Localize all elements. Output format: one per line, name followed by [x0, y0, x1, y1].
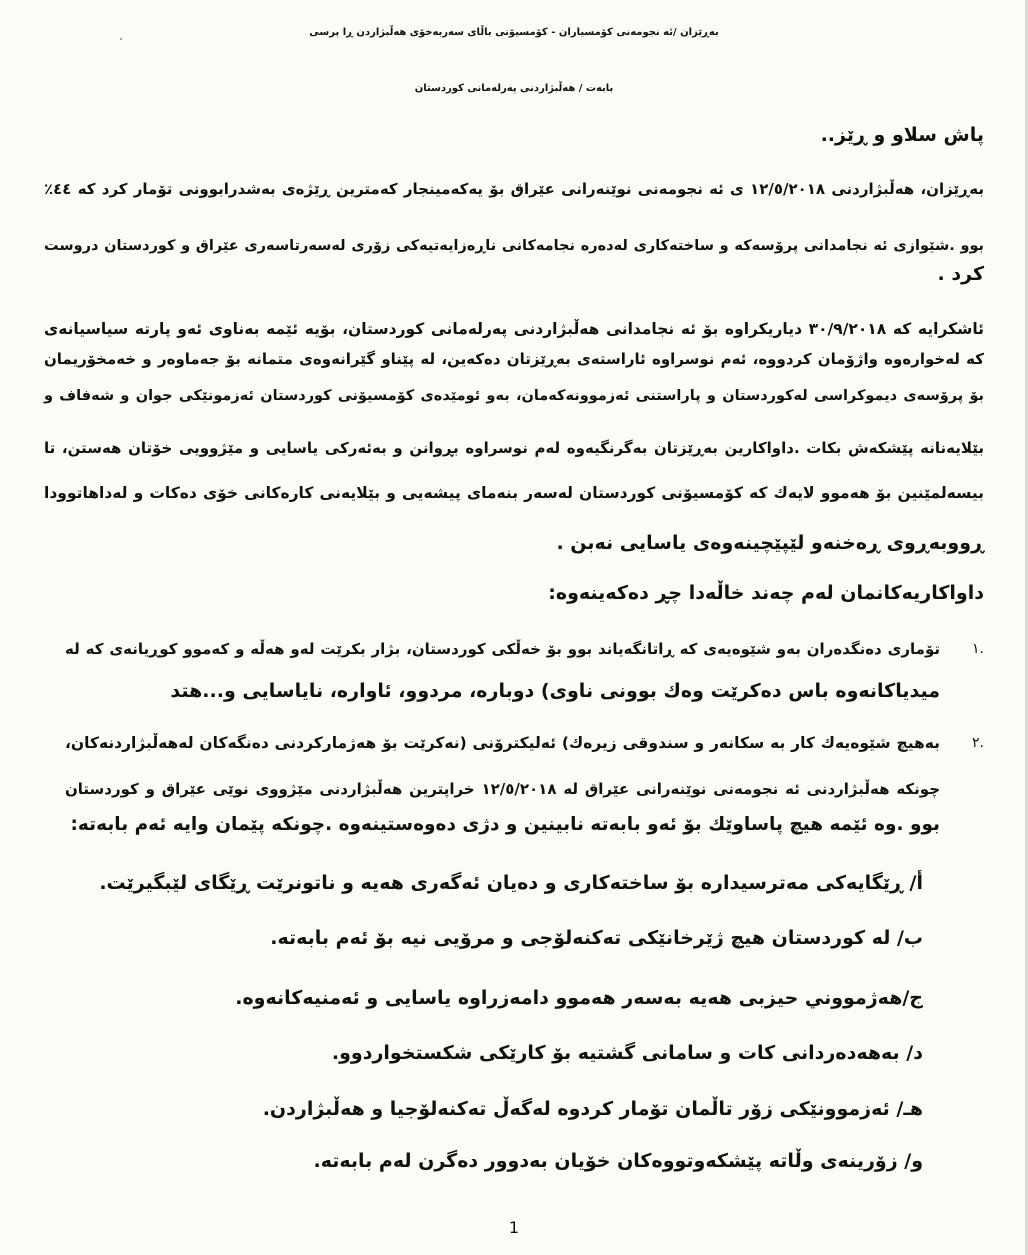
item-line: میدیاکانەوە باس دەکرێت وەك بوونی ناوی) دوبارە، مردوو، ئاوارە، نایاسایی و...هتد: [170, 680, 940, 702]
item-line: تۆماری دەنگدەران بەو شێوەیەی کە ڕاتانگەیاند بوو بۆ خەڵکی کوردستان، بژار بکرێت لەو هەڵە و کەموو کوڕیانەی کە لە: [65, 640, 940, 658]
item-number: .١: [972, 641, 984, 657]
paragraph-line: کرد .: [937, 263, 984, 285]
paragraph-line: بیسەلمێنین بۆ هەموو لایەك کە کۆمسیۆنی کوردستان لەسەر بنەمای پیشەیی و بێلایەنی کارەکانی خۆی دەکات و لەداهاتوودا: [44, 484, 984, 502]
paragraph-line: بێلایەنانە پێشکەش بکات .داواکارین بەڕێزتان بەگرنگیەوە لەم نوسراوە بڕوانن و بەئەرکی یاسایی و مێژوویی خۆتان هەستن، تا: [44, 439, 984, 457]
sub-item: هـ/ ئەزموونێکی زۆر تاڵمان تۆمار کردوە لەگەڵ تەکنەلۆجیا و هەڵبژاردن.: [262, 1098, 923, 1120]
sub-item: د/ بەهەدەردانی کات و سامانی گشتیە بۆ کارێکی شکستخواردوو.: [331, 1042, 923, 1064]
paragraph-line: ئاشکرایە کە ٣٠/٩/٢٠١٨ دیاریکراوە بۆ ئە نجامدانی هەڵبژاردنی پەرلەمانی کوردستان، بۆیە ئێمە بەناوی ئەو پارتە سیاسیانەی: [44, 320, 984, 338]
sub-item: أ/ ڕێگایەکی مەترسیدارە بۆ ساختەکاری و دەیان ئەگەری هەیە و ناتونرێت ڕێگای لێبگیرێت.: [99, 872, 923, 894]
item-line: چونکە هەڵبژاردنی ئە نجومەنی نوێنەرانی عێراق لە ١٢/٥/٢٠١٨ خراپترین هەڵبژاردنی مێژووی نوێی عێراق و کوردستان: [65, 780, 941, 798]
paragraph-line: ڕووبەڕوی ڕەخنەو لێپێچینەوەی یاسایی نەبن .: [556, 532, 984, 554]
paragraph-line: بۆ پرۆسەی دیموکراسی لەکوردستان و پاراستنی ئەزموونەکەمان، بەو ئومێدەی کۆمسیۆنی کوردستان ئەزمونێکی جوان و شەفاف و: [44, 388, 984, 404]
greeting: پاش سلاو و ڕێز..: [820, 124, 984, 146]
item-number: .٢: [972, 735, 984, 751]
recipient-header: بەڕێزان /ئە نجومەنی کۆمسیاران - کۆمسیۆنی باڵای سەربەخۆی هەڵبژاردن ڕا پرسی: [309, 27, 719, 38]
item-line: بەهیچ شێوەیەك کار بە سکانەر و سندوقی زیرەك) ئەلیکترۆنی (نەکرێت بۆ هەژمارکردنی دەنگەکان لەهەڵبژاردنەکان،: [65, 734, 940, 752]
sub-item: ب/ لە کوردستان هیچ ژێرخانێکی تەکنەلۆجی و مرۆیی نیە بۆ ئەم بابەتە.: [270, 927, 923, 949]
scan-speck: [120, 38, 122, 40]
item-line: بوو .وە ئێمە هیچ پاساوێك بۆ ئەو بابەتە نابینین و دژی دەوەستینەوە .چونکە پێمان وایە ئەم بابەتە:: [70, 814, 940, 835]
paragraph-line: بوو .شێوازی ئە نجامدانی پرۆسەکە و ساختەکاری لەدەرە نجامەکانی ناڕەزایەتیەکی زۆری لەسەرتاسەری عێراق و کوردستان دروست: [44, 238, 984, 254]
paragraph-line: کە لەخوارەوە واژۆمان کردووە، ئەم نوسراوە ئاراستەی بەڕێزتان دەکەین، لە پێناو گێرانەوەی متمانە بۆ جەماوەر و خەمخۆریمان: [44, 350, 984, 368]
subject-line: بابەت / هەڵبژاردنی پەرلەمانی کوردستان: [414, 83, 614, 94]
sub-item: و/ زۆرینەی وڵاتە پێشکەوتووەکان خۆیان بەدوور دەگرن لەم بابەتە.: [313, 1150, 923, 1172]
sub-item: ج/هەژمووني حیزبی هەیە بەسەر هەموو دامەزراوە یاسایی و ئەمنیەکانەوە.: [235, 987, 923, 1009]
paragraph-line: بەڕێزان، هەڵبژاردنی ١٢/٥/٢٠١٨ ی ئە نجومەنی نوێنەرانی عێراق بۆ یەکەمینجار کەمترین ڕێژەی بەشدرابوونی تۆمار کرد کە ٤٤٪: [44, 180, 984, 198]
demands-intro: داواکاریەکانمان لەم چەند خاڵەدا چڕ دەکەینەوە:: [548, 582, 984, 604]
page-number: 1: [508, 1218, 520, 1237]
